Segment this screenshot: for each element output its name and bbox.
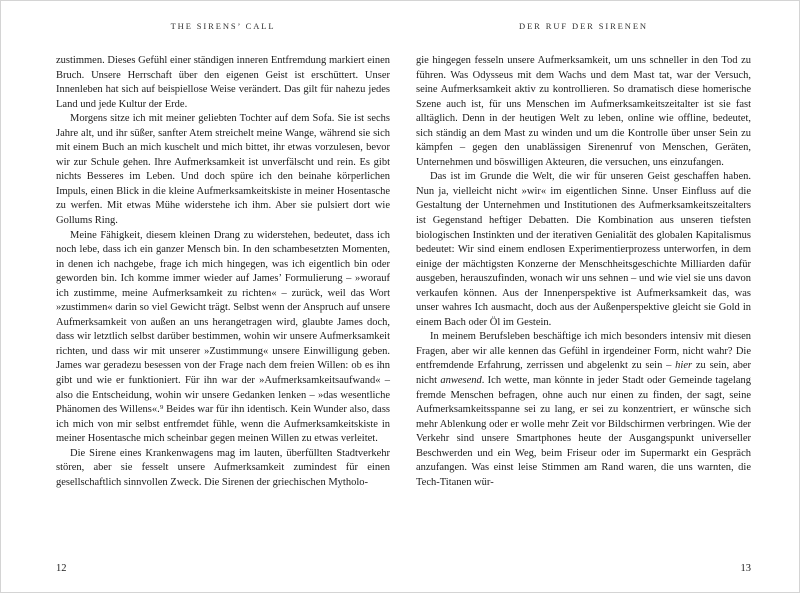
left-running-header: THE SIRENS’ CALL <box>170 21 276 31</box>
right-page-number: 13 <box>740 563 751 574</box>
right-page <box>400 1 799 592</box>
right-page-body <box>416 54 751 490</box>
paragraph: Morgens sitze ich mit meiner geliebten Tochter auf dem Sofa. Sie ist sechs Jahre alt, und ihr süßer, sanfter Atem streichelt meine Wange, während sie sich mit einem Buch an mich kuschelt und mich bittet, ihr etwas vorzulesen, bevor wir zur Schule gehen. Ihre Aufmerksamkeit ist unverfälscht und rein. Es gibt nichts Besseres im Leben. Und doch spüre ich den beinahe körperlichen Impuls, einen Blick in die kleine Aufmerksamkeitskiste in meiner Hosentasche zu werfen. Mit etwas Mühe widerstehe ich ihm. Aber sie pulsiert dort wie Gollums Ring. <box>56 113 390 227</box>
paragraph: Die Sirene eines Krankenwagens mag im lauten, überfüllten Stadtverkehr stören, aber sie fesselt unsere Aufmerksamkeit zumindest für einen gesellschaftlich sinnvollen Zweck. Die Sirenen der griechischen Mytholo- <box>56 447 390 488</box>
left-page <box>1 1 400 592</box>
paragraph: In meinem Berufsleben beschäftige ich mich besonders intensiv mit diesen Fragen, aber wir alle kennen das Gefühl in irgendeiner Form, nicht wahr? Die entfremdende Erfahrung, zerrissen und abgelenkt zu sein – hier zu sein, aber nicht anwesend. Ich wette, man könnte in jeder Stadt oder Gemeinde tagelang fremde Menschen befragen, ohne auch nur einen zu finden, der sagt, seine Aufmerksamkeitsspanne sei zu lang, er sei zu konzentriert, er wünsche sich mehr Ablenkung oder er wolle mehr Zeit vor Bildschirmen verbringen. Wie der Verkehr sind unsere Smartphones heute der Ausgangspunkt universeller Beschwerden und ein Weg, beim Friseur oder im Supermarkt ein Gespräch anzufangen. Was einst leise Stimmen am Rand waren, die uns warnten, die Tech-Titanen wür- <box>416 331 751 488</box>
left-page-number: 12 <box>56 563 67 574</box>
left-page-body <box>56 54 390 490</box>
right-running-header: DER RUF DER SIRENEN <box>519 21 648 31</box>
paragraph: Das ist im Grunde die Welt, die wir für unseren Geist geschaffen haben. Nun ja, vielleicht nicht »wir« im eigentlichen Sinne. Unser Einfluss auf die Gestaltung der Unternehmen und Institutionen des Aufmerksamkeitszeitalters ist Gegenstand heftiger Debatten. Die Kombination aus unseren tiefsten biologischen Instinkten und der iterativen Genialität des globalen Kapitalismus bedeutet: Wir sind einem endlosen Experimentierprozess unterworfen, in dem einige der mächtigsten Konzerne der Menschheitsgeschichte Milliarden dafür ausgeben, herauszufinden, wonach wir uns sehnen – und wie viel sie uns davon verkaufen können. Aus der Innenperspektive ist Aufmerksamkeit das, was unser wahres Ich ausmacht, doch aus der Außenperspektive gleicht sie Gold in einem Bach oder Öl im Gestein. <box>416 171 751 328</box>
paragraph: Meine Fähigkeit, diesem kleinen Drang zu widerstehen, bedeutet, dass ich noch lebe, dass ich ein ganzer Mensch bin. In den schambesetzten Momenten, in denen ich nachgebe, frage ich mich hingegen, was ich eigentlich bin oder geworden bin. Ich komme immer wieder auf James’ Formulierung – »worauf ich zustimme, meine Aufmerksamkeit zu richten« – zurück, weil das Wort »zustimmen« darin so viel Gewicht trägt. Selbst wenn der Anspruch auf unsere Aufmerksamkeit von außen an uns herangetragen wird, glaubte James doch, dass wir letztlich selbst darüber bestimmen, wohin wir unsere Aufmerksamkeit richten, und dass wir mit unserer »Zustimmung« unsere Einwilligung geben. James war geradezu besessen von der Frage nach dem freien Willen: ob es ihn gibt und wie er funktioniert. Für ihn war der »Aufmerksamkeitsaufwand« – also die Entscheidung, wohin wir unsere Gedanken lenken – »das wesentliche Phänomen des Willens«.⁹ Beides war für ihn identisch. Kein Wunder also, dass ich mich von mir selbst entfremdet fühle, wenn die Aufmerksamkeitskiste in meiner Hosentasche mich scheinbar gegen meinen Willen zu etwas verleitet. <box>56 229 390 445</box>
paragraph: zustimmen. Dieses Gefühl einer ständigen inneren Entfremdung markiert einen Bruch. Unsere Herrschaft über den eigenen Geist ist erschüttert. Unser Innenleben hat sich auf beispiellose Weise verändert. Das gilt für nahezu jedes Land und jede Kultur der Erde. <box>56 55 390 110</box>
paragraph: gie hingegen fesseln unsere Aufmerksamkeit, um uns schneller in den Tod zu führen. Was Odysseus mit dem Wachs und dem Mast tat, war der Versuch, seine Aufmerksamkeit aktiv zu kontrollieren. So dramatisch diese homerische Szene auch ist, für uns Menschen im Aufmerksamkeitszeitalter ist sie fast alltäglich. Denn in der heutigen Welt zu leben, online wie offline, bedeutet, sich ständig an dem Mast zu winden und um die Kontrolle über unser Sein zu kämpfen – gegen den unablässigen Sirenenruf von Menschen, Geräten, Unternehmen und böswilligen Akteuren, die versuchen, uns einzufangen. <box>416 55 751 168</box>
